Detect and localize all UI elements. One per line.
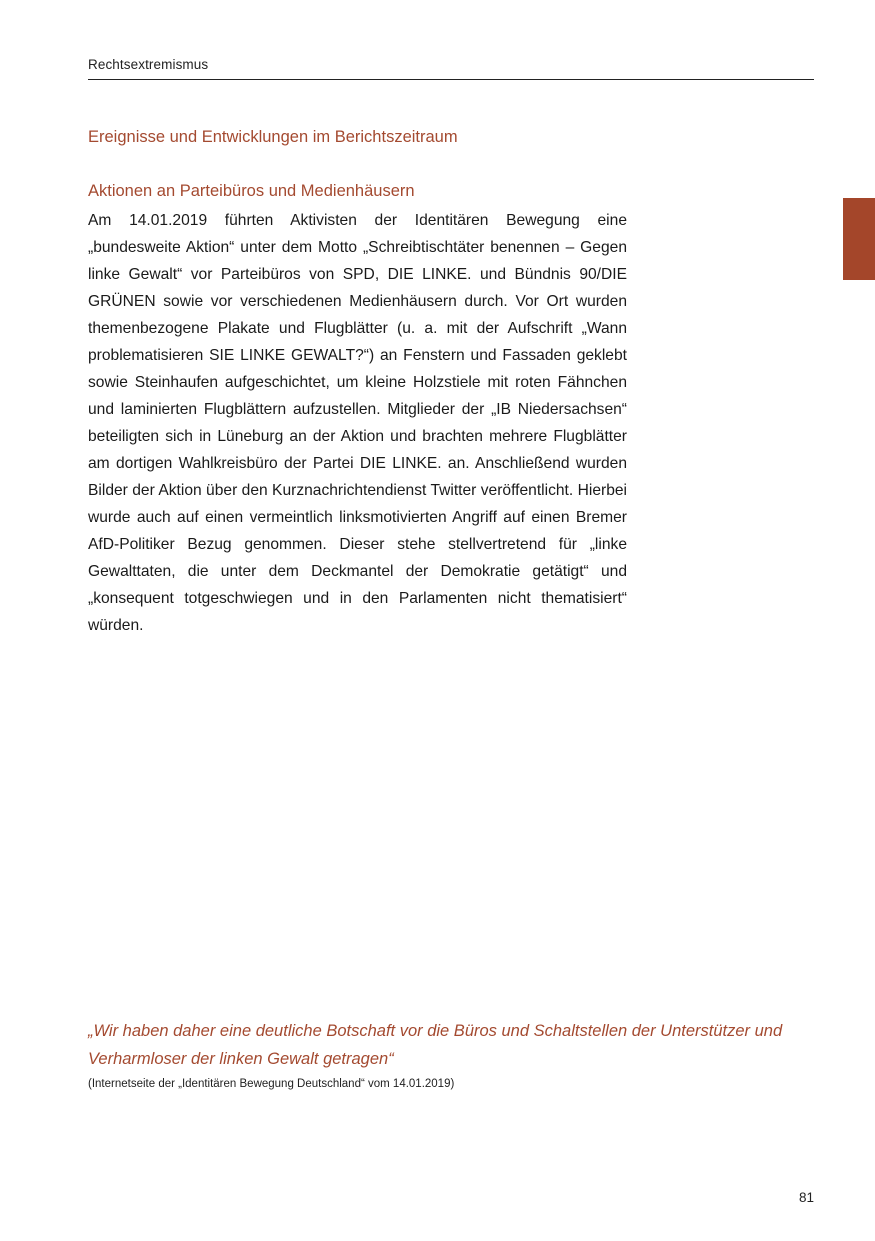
quote-source: (Internetseite der „Identitären Bewegung Deutschland“ vom 14.01.2019) bbox=[88, 1078, 455, 1090]
sub-heading: Aktionen an Parteibüros und Medienhäusern bbox=[88, 182, 415, 200]
section-heading: Ereignisse und Entwicklungen im Berichtszeitraum bbox=[88, 128, 458, 146]
page-number: 81 bbox=[798, 1190, 814, 1205]
running-header: Rechtsextremismus bbox=[88, 57, 209, 72]
body-paragraph: Am 14.01.2019 führten Aktivisten der Identitären Bewegung eine „bundesweite Aktion“ unter dem Motto „Schreibtischtäter benennen – Gegen linke Gewalt“ vor Parteibüros von SPD, DIE LINKE. und Bündnis 90/DIE GRÜNEN sowie vor verschiedenen Medienhäusern durch. Vor Ort wurden themenbezogene Plakate und Flugblätter (u. a. mit der Aufschrift „Wann problematisieren SIE LINKE GEWALT?“) an Fenstern und Fassaden geklebt sowie Steinhaufen aufgeschichtet, um kleine Holzstiele mit roten Fähnchen und laminierten Flugblättern aufzustellen. Mitglieder der „IB Niedersachsen“ beteiligten sich in Lüneburg an der Aktion und brachten mehrere Flugblätter am dortigen Wahlkreisbüro der Partei DIE LINKE. an. Anschließend wurden Bilder der Aktion über den Kurznachrichtendienst Twitter veröffentlicht. Hierbei wurde auch auf einen vermeintlich linksmotivierten Angriff auf einen Bremer AfD-Politiker Bezug genommen. Dieser stehe stellvertretend für „linke Gewalttaten, die unter dem Deckmantel der Demokratie getätigt“ und „konsequent totgeschwiegen und in den Parlamenten nicht thematisiert“ würden. bbox=[88, 212, 627, 634]
chapter-tab-marker bbox=[843, 198, 875, 280]
header-divider bbox=[88, 79, 814, 80]
pull-quote: „Wir haben daher eine deutliche Botschaft vor die Büros und Schaltstellen der Unterstützer und Verharmloser der linken Gewalt getragen“ bbox=[88, 1022, 783, 1068]
